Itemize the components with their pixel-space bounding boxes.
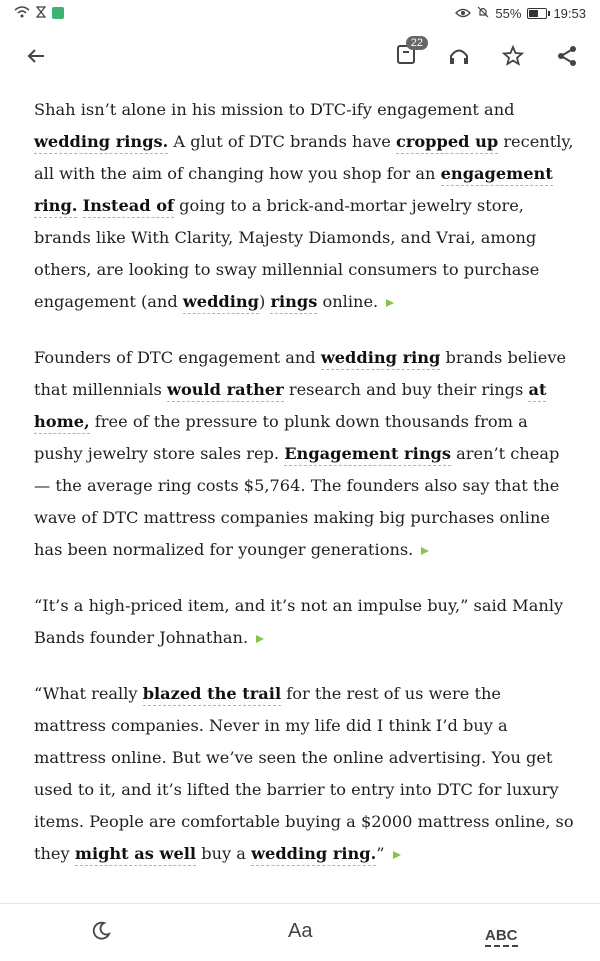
headphones-icon[interactable] [443,40,475,72]
font-size-button[interactable]: Aa [288,920,313,942]
flag-icon[interactable] [386,299,394,307]
notification-app-icon [52,7,64,19]
moon-icon[interactable] [90,920,112,948]
flag-icon[interactable] [393,851,401,859]
highlight[interactable]: Engagement rings [284,444,451,466]
highlight[interactable]: wedding [183,292,259,314]
flag-icon[interactable] [256,635,264,643]
highlight[interactable]: engagement ring. [34,164,553,218]
highlight[interactable]: Instead of [83,196,174,218]
top-toolbar [0,26,600,86]
paragraph-2[interactable]: Founders of DTC engagement and wedding ring brands believe that millennials would rather research and buy their rings at home, free of the pressure to plunk down thousands from a pushy jewelry store sales rep. Engagement rings aren’t cheap — the average ring costs $5,764. The founders also say that the wave of DTC mattress companies making big purchases online has been normalized for younger generations. [34,348,567,559]
highlight[interactable]: cropped up [396,132,498,154]
battery-percent: 55% [495,5,522,21]
status-bar [0,0,600,26]
notes-count-badge: 22 [406,36,428,50]
star-icon[interactable] [497,40,529,72]
highlight[interactable]: might as well [75,844,196,866]
article-body [34,94,574,894]
highlight[interactable]: rings [270,292,317,314]
status-time: 19:53 [553,5,586,21]
flag-icon[interactable] [421,547,429,555]
vocabulary-button[interactable] [485,923,518,946]
highlight[interactable]: wedding ring [321,348,441,370]
highlight[interactable]: blazed the trail [143,684,281,706]
highlight[interactable]: would rather [167,380,284,402]
notes-button[interactable] [390,37,423,72]
paragraph-3[interactable]: “It’s a high-priced item, and it’s not an impulse buy,” said Manly Bands founder Johnathan. [34,596,564,647]
paragraph-1[interactable]: Shah isn’t alone in his mission to DTC-ify engagement and wedding rings. A glut of DTC brands have cropped up recently, all with the aim of changing how you shop for an engagement ring. Instead of going to a brick-and-mortar jewelry store, brands like With Clarity, Majesty Diamonds, and Vrai, among others, are looking to sway millennial consumers to purchase engagement (and wedding) rings online. [34,94,574,318]
highlight[interactable]: wedding rings. [34,132,168,154]
highlight[interactable]: at home, [34,380,546,434]
battery-icon [527,8,547,19]
back-arrow-icon[interactable] [20,40,52,72]
wifi-icon [14,6,30,21]
abc-label: ABC [485,927,518,947]
paragraph-4[interactable]: “What really blazed the trail for the rest of us were the mattress companies. Never in my life did I think I’d buy a mattress online. But we’ve seen the online advertising. You get used to it, and it’s lifted the barrier to entry into DTC for luxury items. People are comfortable buying a $2000 mattress online, so they might as well buy a wedding ring.” [34,678,574,870]
share-icon[interactable] [551,40,583,72]
highlight[interactable]: wedding ring. [251,844,376,866]
hourglass-icon [36,6,46,21]
eye-icon [455,6,471,21]
mute-bell-icon [477,6,489,21]
bottom-bar [0,903,600,961]
battery-fill [529,10,538,17]
